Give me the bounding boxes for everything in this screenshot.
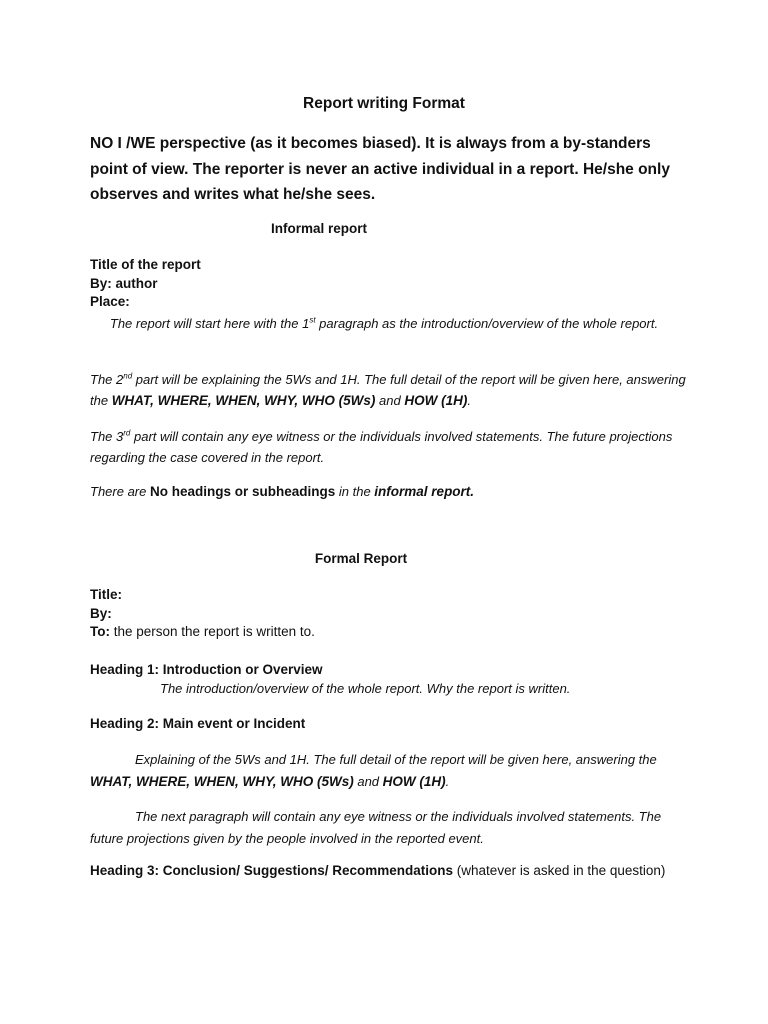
informal-p4-informal-report: informal report.: [374, 484, 475, 499]
informal-paragraph-3: [90, 426, 690, 468]
formal-heading-2: Heading 2: Main event or Incident: [90, 716, 306, 731]
formal-heading-3-text: (whatever is asked in the question): [453, 863, 666, 878]
formal-h2-p1-text-a: Explaining of the 5Ws and 1H. The full detail of the report will be given here, answering the: [135, 752, 657, 767]
informal-p2-sup: nd: [123, 371, 133, 381]
informal-p1-text-a: The report will start here with the 1: [109, 316, 310, 331]
informal-p1-text-b: paragraph as the introduction/overview of the whole report.: [315, 316, 659, 331]
informal-paragraph-1: [90, 313, 678, 334]
intro-paragraph: NO I /WE perspective (as it becomes biased). It is always from a by-standers point of view. The reporter is never an active individual in a report. He/she only observes and writes what he/she sees.: [90, 135, 670, 203]
formal-heading-3-label: Heading 3: Conclusion/ Suggestions/ Recommendations: [90, 863, 454, 878]
informal-place-line: Place:: [90, 294, 130, 309]
formal-title-line: Title:: [90, 587, 123, 602]
formal-by-line: By:: [90, 606, 112, 621]
formal-to-label: To:: [90, 624, 110, 639]
informal-p3-text-b: part will contain any eye witness or the individuals involved statements. The future projections regarding the case covered in the report.: [90, 429, 673, 465]
formal-h2-p1-1h: HOW (1H): [382, 774, 446, 789]
informal-report-heading: Informal report: [270, 221, 367, 236]
formal-to-line: [90, 624, 315, 639]
informal-p1-sup: st: [309, 315, 316, 325]
formal-heading-1: Heading 1: Introduction or Overview: [90, 662, 323, 677]
informal-p4-text-a: There are: [90, 484, 150, 499]
formal-h2-p1-5ws: WHAT, WHERE, WHEN, WHY, WHO (5Ws): [90, 774, 354, 789]
formal-heading-1-text: The introduction/overview of the whole report. Why the report is written.: [160, 681, 571, 696]
formal-h2-p1-end: .: [445, 774, 450, 789]
informal-p4-no-headings: No headings or subheadings: [149, 484, 336, 499]
formal-report-heading: Formal Report: [314, 551, 408, 566]
formal-heading-2-paragraph-1: [90, 749, 690, 793]
informal-p3-text-a: The 3: [90, 429, 124, 444]
informal-p2-end: .: [467, 393, 471, 408]
informal-paragraph-2: [90, 369, 690, 411]
informal-p2-5ws: WHAT, WHERE, WHEN, WHY, WHO (5Ws): [111, 393, 376, 408]
informal-p4-mid: in the: [335, 484, 375, 499]
informal-p2-and: and: [375, 393, 405, 408]
formal-to-text: the person the report is written to.: [110, 624, 315, 639]
informal-p2-1h: HOW (1H): [404, 393, 468, 408]
informal-by-line: By: author: [90, 276, 158, 291]
formal-heading-3: [90, 863, 665, 878]
informal-p2-text-b: part will be explaining the 5Ws and 1H. The full detail of the report will be given here, answering the: [90, 372, 686, 408]
informal-paragraph-4: [90, 481, 690, 502]
formal-h2-p1-and: and: [353, 774, 383, 789]
informal-title-line: Title of the report: [90, 257, 201, 272]
document-title: Report writing Format: [303, 95, 465, 112]
informal-p3-sup: rd: [123, 428, 131, 438]
informal-p2-text-a: The 2: [90, 372, 124, 387]
formal-heading-2-paragraph-2: The next paragraph will contain any eye witness or the individuals involved statements. The future projections given by the people involved in the reported event.: [90, 809, 662, 846]
